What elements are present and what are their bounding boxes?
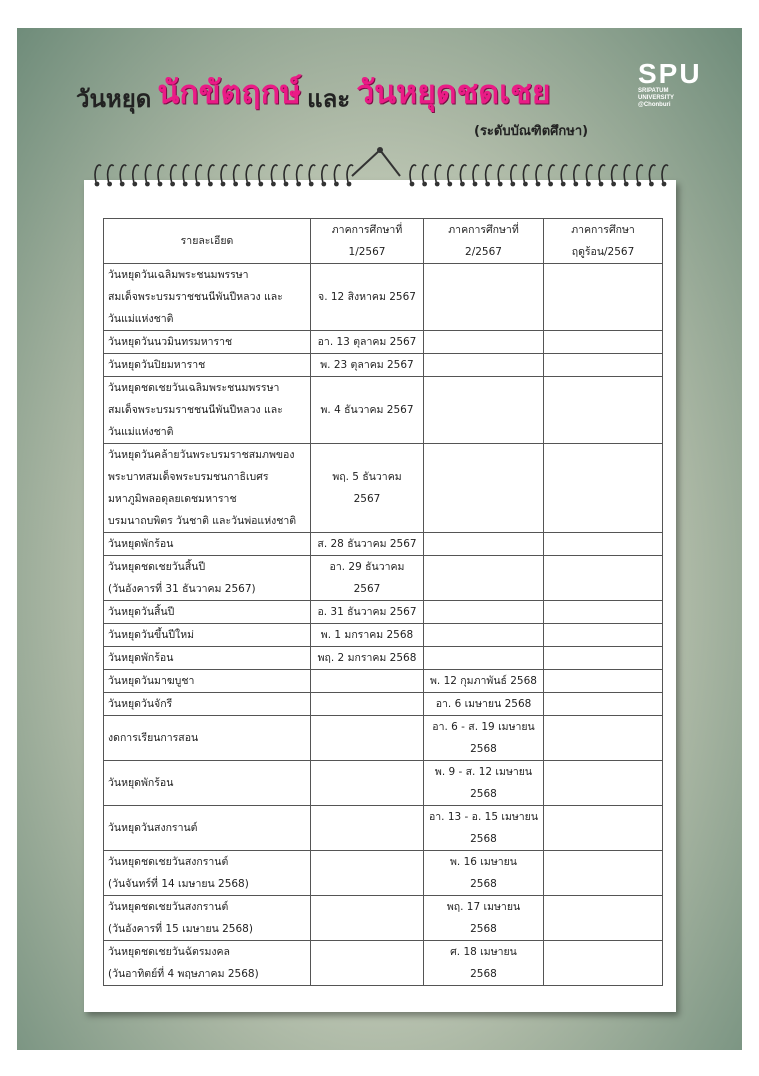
row-date-cell — [311, 896, 424, 941]
row-date-cell — [544, 264, 663, 331]
row-detail-cell: วันหยุดวันสงกรานต์ — [104, 806, 311, 851]
row-date-cell: พ. 1 มกราคม 2568 — [311, 624, 424, 647]
table-row — [104, 624, 663, 647]
row-detail-cell: วันหยุดวันปิยมหาราช — [104, 354, 311, 377]
table-row — [104, 264, 663, 331]
row-date-cell: พฤ. 5 ธันวาคม 2567 — [311, 444, 424, 533]
row-detail-cell: วันหยุดวันมาฆบูชา — [104, 670, 311, 693]
row-date-cell — [544, 533, 663, 556]
row-date-cell — [544, 670, 663, 693]
row-date-cell — [544, 377, 663, 444]
table-row — [104, 444, 663, 533]
row-detail-cell: วันหยุดชดเชยวันสงกรานต์ (วันอังคารที่ 15 เมษายน 2568) — [104, 896, 311, 941]
row-date-cell — [544, 556, 663, 601]
row-date-cell — [424, 331, 544, 354]
title-part-2: นักขัตฤกษ์ — [157, 73, 302, 111]
row-detail-cell: วันหยุดพักร้อน — [104, 647, 311, 670]
row-date-cell — [311, 851, 424, 896]
row-date-cell — [424, 647, 544, 670]
row-date-cell: พ. 16 เมษายน 2568 — [424, 851, 544, 896]
row-date-cell: อา. 29 ธันวาคม 2567 — [311, 556, 424, 601]
row-date-cell: ศ. 18 เมษายน 2568 — [424, 941, 544, 986]
logo-line-1: SRIPATUM — [638, 88, 669, 94]
row-date-cell — [544, 851, 663, 896]
row-date-cell — [544, 693, 663, 716]
row-detail-cell: วันหยุดชดเชยวันฉัตรมงคล (วันอาทิตย์ที่ 4 พฤษภาคม 2568) — [104, 941, 311, 986]
row-date-cell: พ. 9 - ส. 12 เมษายน 2568 — [424, 761, 544, 806]
table-row — [104, 851, 663, 896]
row-date-cell — [544, 761, 663, 806]
table-row — [104, 806, 663, 851]
row-date-cell — [544, 444, 663, 533]
row-date-cell: อา. 13 ตุลาคม 2567 — [311, 331, 424, 354]
row-detail-cell: วันหยุดชดเชยวันสงกรานต์ (วันจันทร์ที่ 14 เมษายน 2568) — [104, 851, 311, 896]
table-row — [104, 761, 663, 806]
header-semester-2: ภาคการศึกษาที่ 2/2567 — [424, 219, 544, 264]
row-date-cell — [311, 806, 424, 851]
row-date-cell — [311, 716, 424, 761]
logo-line-3: @Chonburi — [638, 102, 671, 108]
row-date-cell: พ. 12 กุมภาพันธ์ 2568 — [424, 670, 544, 693]
row-detail-cell: วันหยุดพักร้อน — [104, 533, 311, 556]
table-row — [104, 377, 663, 444]
row-date-cell: ส. 28 ธันวาคม 2567 — [311, 533, 424, 556]
row-date-cell: อา. 6 - ส. 19 เมษายน 2568 — [424, 716, 544, 761]
header-detail: รายละเอียด — [104, 219, 311, 264]
row-date-cell — [544, 716, 663, 761]
table-row — [104, 354, 663, 377]
row-detail-cell: วันหยุดวันจักรี — [104, 693, 311, 716]
row-date-cell — [424, 264, 544, 331]
row-date-cell — [544, 601, 663, 624]
row-date-cell — [424, 601, 544, 624]
title-part-1: วันหยุด — [76, 85, 152, 113]
row-date-cell — [311, 693, 424, 716]
row-date-cell — [544, 331, 663, 354]
row-detail-cell: วันหยุดวันขึ้นปีใหม่ — [104, 624, 311, 647]
row-detail-cell: วันหยุดวันคล้ายวันพระบรมราชสมภพของ พระบาทสมเด็จพระบรมชนกาธิเบศร มหาภูมิพลอดุลยเดชมหาราช บรมนาถบพิตร วันชาติ และวันพ่อแห่งชาติ — [104, 444, 311, 533]
row-detail-cell: วันหยุดพักร้อน — [104, 761, 311, 806]
row-date-cell: พ. 4 ธันวาคม 2567 — [311, 377, 424, 444]
table-row — [104, 556, 663, 601]
table-row — [104, 647, 663, 670]
row-date-cell — [544, 806, 663, 851]
row-date-cell — [544, 624, 663, 647]
row-date-cell — [544, 896, 663, 941]
row-date-cell — [544, 647, 663, 670]
header-summer: ภาคการศึกษา ฤดูร้อน/2567 — [544, 219, 663, 264]
header-semester-1: ภาคการศึกษาที่ 1/2567 — [311, 219, 424, 264]
logo-line-2: UNIVERSITY — [638, 95, 675, 101]
row-date-cell: อ. 31 ธันวาคม 2567 — [311, 601, 424, 624]
row-date-cell — [424, 377, 544, 444]
row-date-cell: อา. 13 - อ. 15 เมษายน 2568 — [424, 806, 544, 851]
row-date-cell — [424, 624, 544, 647]
row-date-cell — [424, 354, 544, 377]
holiday-table — [103, 218, 663, 986]
row-date-cell: พ. 23 ตุลาคม 2567 — [311, 354, 424, 377]
title-part-4: วันหยุดชดเชย — [356, 73, 551, 111]
table-row — [104, 533, 663, 556]
row-date-cell: พฤ. 2 มกราคม 2568 — [311, 647, 424, 670]
row-detail-cell: งดการเรียนการสอน — [104, 716, 311, 761]
table-row — [104, 716, 663, 761]
row-date-cell — [311, 941, 424, 986]
row-detail-cell: วันหยุดชดเชยวันสิ้นปี (วันอังคารที่ 31 ธันวาคม 2567) — [104, 556, 311, 601]
row-detail-cell: วันหยุดชดเชยวันเฉลิมพระชนมพรรษา สมเด็จพระบรมราชชนนีพันปีหลวง และ วันแม่แห่งชาติ — [104, 377, 311, 444]
logo-text: SPU — [638, 58, 702, 89]
table-row — [104, 896, 663, 941]
row-date-cell: จ. 12 สิงหาคม 2567 — [311, 264, 424, 331]
row-date-cell — [311, 670, 424, 693]
row-date-cell: อา. 6 เมษายน 2568 — [424, 693, 544, 716]
row-date-cell — [424, 556, 544, 601]
calendar-rings-icon — [92, 160, 672, 190]
row-date-cell — [424, 533, 544, 556]
table-row — [104, 693, 663, 716]
table-row — [104, 601, 663, 624]
row-detail-cell: วันหยุดวันนวมินทรมหาราช — [104, 331, 311, 354]
row-date-cell: พฤ. 17 เมษายน 2568 — [424, 896, 544, 941]
row-date-cell — [424, 444, 544, 533]
table-row — [104, 941, 663, 986]
table-row — [104, 670, 663, 693]
row-detail-cell: วันหยุดวันเฉลิมพระชนมพรรษา สมเด็จพระบรมราชชนนีพันปีหลวง และ วันแม่แห่งชาติ — [104, 264, 311, 331]
row-detail-cell: วันหยุดวันสิ้นปี — [104, 601, 311, 624]
table-row — [104, 331, 663, 354]
title-part-3: และ — [307, 85, 351, 113]
row-date-cell — [311, 761, 424, 806]
row-date-cell — [544, 354, 663, 377]
page-subtitle: (ระดับบัณฑิตศึกษา) — [474, 124, 589, 139]
row-date-cell — [544, 941, 663, 986]
table-header-row — [104, 219, 663, 264]
